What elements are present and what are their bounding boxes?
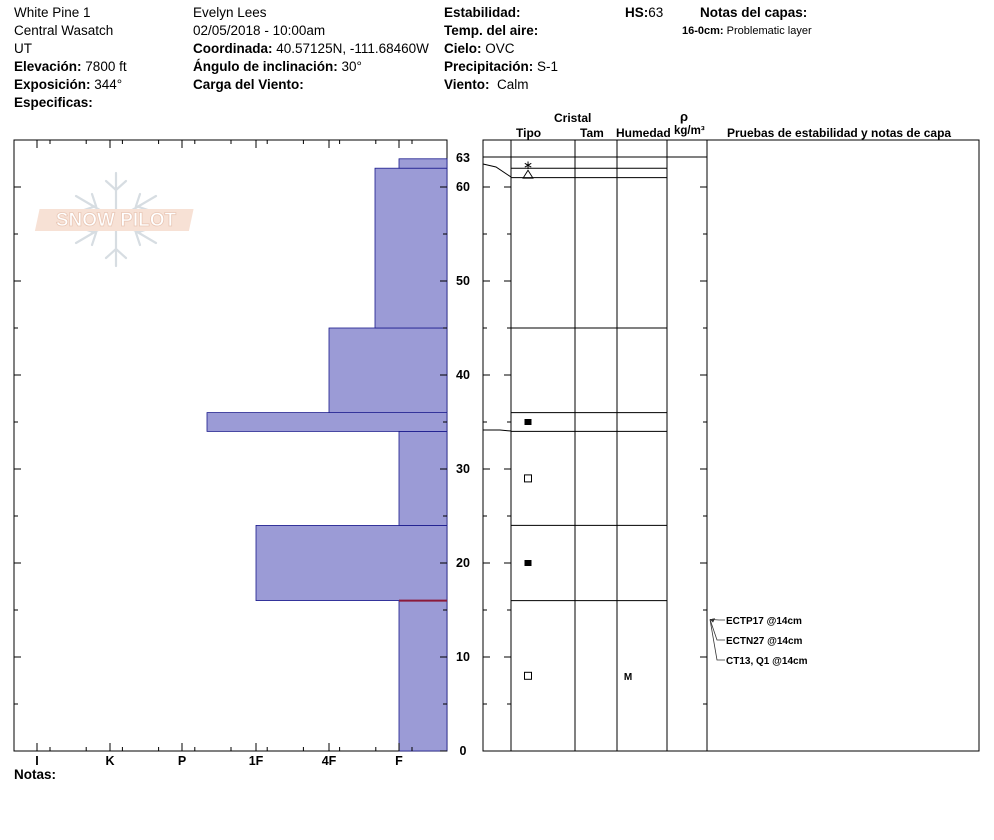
y-tick-label: 50 [456, 274, 470, 288]
moisture-label: M [623, 671, 633, 683]
hardness-tick-label: K [105, 754, 115, 768]
coord-label: Coordinada: [193, 41, 273, 56]
aspect-label: Exposición: [14, 77, 91, 92]
hardness-tick-label: I [35, 754, 39, 768]
stability-test-label: CT13, Q1 @14cm [726, 656, 808, 667]
snowpilot-logo [35, 173, 194, 266]
elevation-value: 7800 ft [85, 59, 127, 74]
grain-faceted-filled-symbol [525, 560, 532, 566]
hardness-bar [329, 328, 447, 413]
stability-label: Estabilidad: [444, 5, 521, 20]
sky-label: Cielo: [444, 41, 482, 56]
logo-text: SNOW PILOT [55, 210, 177, 231]
precip-value: S-1 [537, 59, 559, 74]
y-tick-label: 40 [456, 368, 470, 382]
type-header: Tipo [516, 126, 542, 140]
density-symbol: ρ [680, 109, 689, 124]
wind-value: Calm [497, 77, 529, 92]
hardness-bars [207, 159, 447, 751]
hardness-tick-label: 1F [248, 754, 264, 768]
grain-faceted-open-symbol [525, 475, 532, 482]
tests-header: Pruebas de estabilidad y notas de capa [727, 126, 952, 140]
hardness-bar [256, 525, 447, 600]
crystal-header: Cristal [554, 111, 592, 125]
precip-label: Precipitación: [444, 59, 534, 74]
moisture-header: Humedad [616, 126, 671, 140]
height-axis [14, 151, 707, 758]
specifics-label: Especificas: [14, 95, 93, 110]
stability-test-arrow [710, 619, 725, 640]
layer-connector [483, 430, 511, 431]
notes-label: Notas: [14, 767, 57, 782]
mountain-range: Central Wasatch [14, 23, 114, 38]
grain-faceted-open-symbol [525, 672, 532, 679]
grain-symbols [523, 158, 632, 683]
y-tick-label: 0 [459, 744, 467, 758]
hardness-tick-label: P [177, 754, 187, 768]
y-tick-label: 10 [456, 650, 470, 664]
elevation-label: Elevación: [14, 59, 82, 74]
hardness-bar [375, 168, 447, 328]
coord-value: 40.57125N, -111.68460W [276, 41, 429, 56]
crystal-table-grid [483, 140, 707, 751]
layer-connector [483, 164, 511, 177]
sky-value: OVC [485, 41, 515, 56]
hardness-bar [207, 413, 447, 432]
observer: Evelyn Lees [193, 5, 267, 20]
site-name: White Pine 1 [14, 5, 91, 20]
hardness-bar [399, 601, 447, 751]
date-time: 02/05/2018 - 10:00am [193, 23, 326, 38]
hs-label: HS: [625, 5, 649, 20]
wind-label: Viento: [444, 77, 490, 92]
slope-value: 30° [341, 59, 362, 74]
grain-faceted-filled-symbol [525, 419, 532, 425]
wind-load-label: Carga del Viento: [193, 77, 304, 92]
air-temp-label: Temp. del aire: [444, 23, 539, 38]
y-tick-label: 30 [456, 462, 470, 476]
layer-notes-label: Notas del capas: [700, 5, 808, 20]
stability-test-label: ECTP17 @14cm [726, 616, 802, 627]
y-tick-label: 63 [456, 151, 470, 165]
layer-note-depth: 16-0cm: [682, 25, 724, 37]
size-header: Tam [580, 126, 604, 140]
density-unit: kg/m³ [674, 125, 705, 137]
hardness-bar [399, 159, 447, 168]
layer-note-text: Problematic layer [726, 25, 812, 37]
y-tick-label: 60 [456, 180, 470, 194]
aspect-value: 344° [94, 77, 123, 92]
stability-tests [710, 616, 808, 667]
state: UT [14, 41, 32, 56]
stability-test-label: ECTN27 @14cm [726, 636, 803, 647]
hardness-bar [399, 431, 447, 525]
hardness-tick-label: 4F [321, 754, 337, 768]
hs-value: 63 [648, 5, 664, 20]
slope-label: Ángulo de inclinación: [193, 59, 338, 74]
y-tick-label: 20 [456, 556, 470, 570]
hardness-tick-label: F [395, 754, 403, 768]
grain-precip-symbol: ∗ [522, 158, 534, 173]
